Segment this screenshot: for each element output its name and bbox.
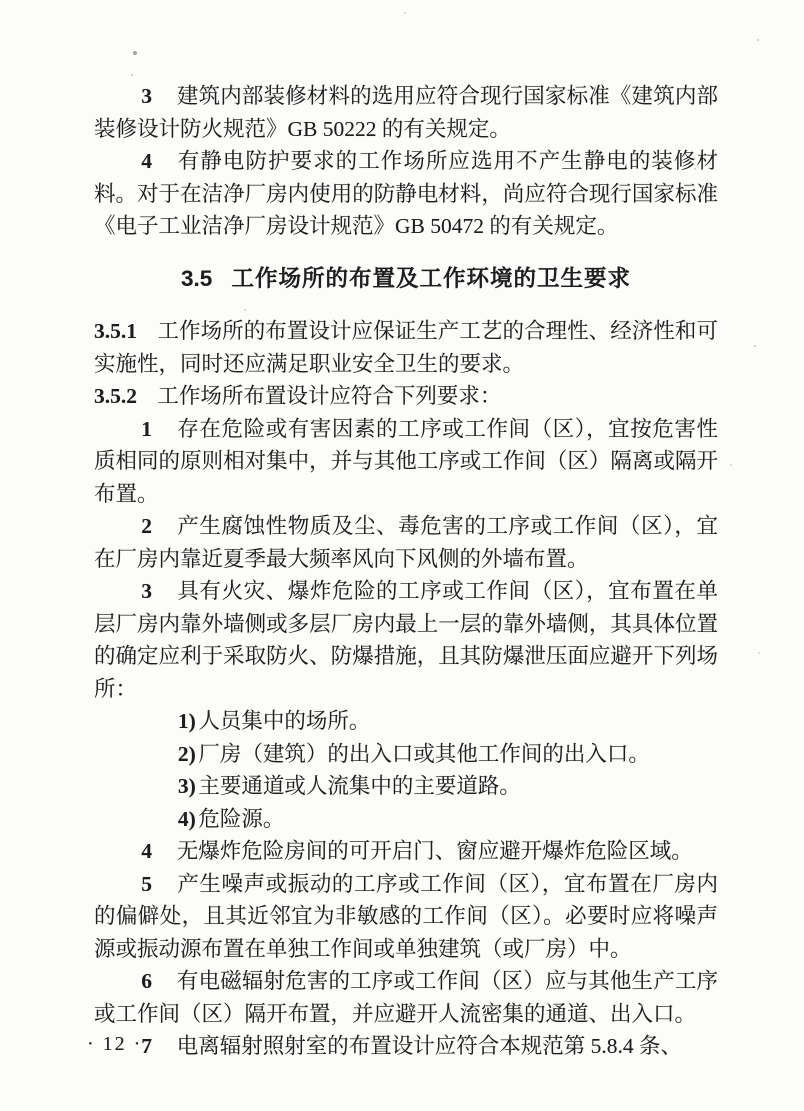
item-number: 1: [141, 416, 153, 441]
item-paragraph-4: [94, 145, 718, 243]
subitem-text: 主要通道或人流集中的主要道路。: [198, 774, 521, 798]
clause-text: 工作场所布置设计应符合下列要求：: [157, 384, 502, 408]
subitem-text: 人员集中的场所。: [198, 709, 371, 733]
clause-3-5-2: [94, 380, 718, 413]
section-title: 工作场所的布置及工作环境的卫生要求: [231, 265, 631, 291]
list-item-6: [94, 965, 718, 1030]
clause-text: 工作场所的布置设计应保证生产工艺的合理性、经济性和可实施性，同时还应满足职业安全卫生的要求。: [94, 319, 718, 376]
subitem-number: 3): [177, 774, 196, 798]
item-text: 无爆炸危险房间的可开启门、窗应避开爆炸危险区域。: [176, 839, 693, 863]
clause-3-5-1: [94, 315, 718, 380]
page-body-text: [94, 80, 718, 1063]
subitem-number: 2): [177, 741, 196, 766]
item-text: 有电磁辐射危害的工序或工作间（区）应与其他生产工序或工作间（区）隔开布置，并应避开人流密集的通道、出入口。: [94, 969, 718, 1026]
sublist-item-3: [94, 770, 718, 803]
subitem-text: 厂房（建筑）的出入口或其他工作间的出入口。: [198, 741, 650, 766]
list-item-2: [94, 510, 718, 575]
item-paragraph-3: [94, 80, 718, 145]
list-item-7: [94, 1030, 718, 1063]
sublist-item-4: [94, 803, 718, 836]
item-text: 产生噪声或振动的工序或工作间（区），宜布置在厂房内的偏僻处，且其近邻宜为非敏感的工作间（区）。必要时应将噪声源或振动源布置在单独工作间或单独建筑（或厂房）中。: [94, 871, 718, 961]
scan-noise-speckles: [0, 0, 2, 2]
item-number: 4: [141, 149, 153, 173]
subitem-number: 1): [177, 709, 196, 733]
item-number: 4: [141, 839, 153, 863]
item-number: 2: [141, 514, 153, 538]
clause-number: 3.5.2: [94, 384, 137, 408]
item-text: 电离辐射照射室的布置设计应符合本规范第 5.8.4 条、: [176, 1034, 683, 1058]
list-item-3: [94, 575, 718, 705]
item-number: 6: [141, 969, 153, 993]
item-number: 5: [141, 871, 153, 896]
item-number: 3: [141, 579, 153, 603]
section-heading: [94, 263, 718, 296]
list-item-4: [94, 835, 718, 868]
item-text: 建筑内部装修材料的选用应符合现行国家标准《建筑内部装修设计防火规范》GB 50222 的有关规定。: [94, 84, 718, 141]
list-item-5: [94, 868, 718, 966]
sublist-item-2: [94, 738, 718, 771]
subitem-text: 危险源。: [198, 806, 285, 831]
subitem-number: 4): [177, 806, 196, 831]
item-text: 具有火灾、爆炸危险的工序或工作间（区），宜布置在单层厂房内靠外墙侧或多层厂房内最上一层的靠外墙侧，其具体位置的确定应利于采取防火、防爆措施，且其防爆泄压面应避开下列场所：: [94, 579, 718, 701]
item-text: 存在危险或有害因素的工序或工作间（区），宜按危害性质相同的原则相对集中，并与其他工序或工作间（区）隔离或隔开布置。: [94, 416, 718, 506]
sublist-item-1: [94, 705, 718, 738]
item-text: 产生腐蚀性物质及尘、毒危害的工序或工作间（区），宜在厂房内靠近夏季最大频率风向下风侧的外墙布置。: [94, 514, 718, 571]
list-item-1: [94, 413, 718, 511]
page-number: · 12 ·: [87, 1033, 143, 1055]
item-number: 7: [141, 1034, 153, 1058]
item-number: 3: [141, 84, 153, 108]
item-text: 有静电防护要求的工作场所应选用不产生静电的装修材料。对于在洁净厂房内使用的防静电材料，尚应符合现行国家标准《电子工业洁净厂房设计规范》GB 50472 的有关规定。: [94, 149, 718, 238]
clause-number: 3.5.1: [94, 319, 137, 343]
section-number: 3.5: [181, 265, 213, 291]
